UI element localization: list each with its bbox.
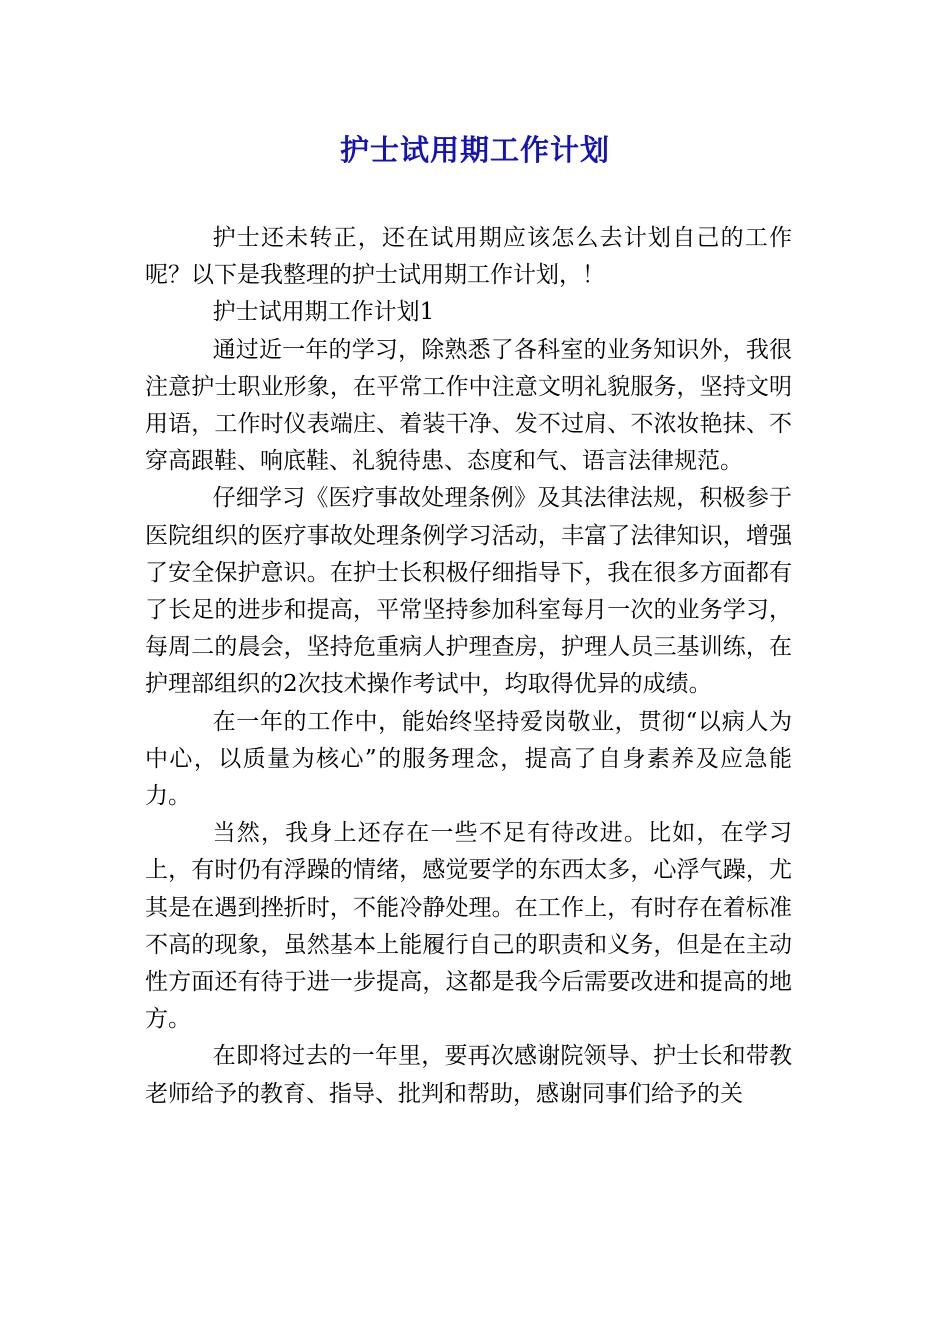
paragraph-professional-image: 通过近一年的学习，除熟悉了各科室的业务知识外，我很注意护士职业形象，在平常工作中注意文明礼貌服务，坚持文明用语，工作时仪表端庄、着装干净、发不过肩、不浓妆艳抹、不穿高跟鞋、响底鞋、礼貌待患、态度和气、语言法律规范。: [145, 336, 792, 475]
document-title: 护士试用期工作计划: [339, 133, 610, 167]
paragraph-legal-study: 仔细学习《医疗事故处理条例》及其法律法规，积极参于医院组织的医疗事故处理条例学习活动，丰富了法律知识，增强了安全保护意识。在护士长积极仔细指导下，我在很多方面都有了长足的进步和提高，平常坚持参加科室每月一次的业务学习，每周二的晨会，坚持危重病人护理查房，护理人员三基训练，在护理部组织的2次技术操作考试中，均取得优异的成绩。: [145, 485, 792, 698]
paragraph-intro: 护士还未转正，还在试用期应该怎么去计划自己的工作呢？以下是我整理的护士试用期工作计划，！: [145, 225, 792, 289]
paragraph-shortcomings: 当然，我身上还存在一些不足有待改进。比如，在学习上，有时仍有浮躁的情绪，感觉要学的东西太多，心浮气躁，尤其是在遇到挫折时，不能冷静处理。在工作上，有时存在着标准不高的现象，虽然基本上能履行自己的职责和义务，但是在主动性方面还有待于进一步提高，这都是我今后需要改进和提高的地方。: [145, 820, 792, 1033]
section-heading: 护士试用期工作计划1: [212, 299, 435, 326]
paragraph-dedication: 在一年的工作中，能始终坚持爱岗敬业，贯彻“以病人为中心，以质量为核心”的服务理念，提高了自身素养及应急能力。: [145, 708, 792, 810]
document-body: [145, 220, 792, 1113]
paragraph-thanks: 在即将过去的一年里，要再次感谢院领导、护士长和带教老师给予的教育、指导、批判和帮助，感谢同事们给予的关: [145, 1043, 792, 1107]
